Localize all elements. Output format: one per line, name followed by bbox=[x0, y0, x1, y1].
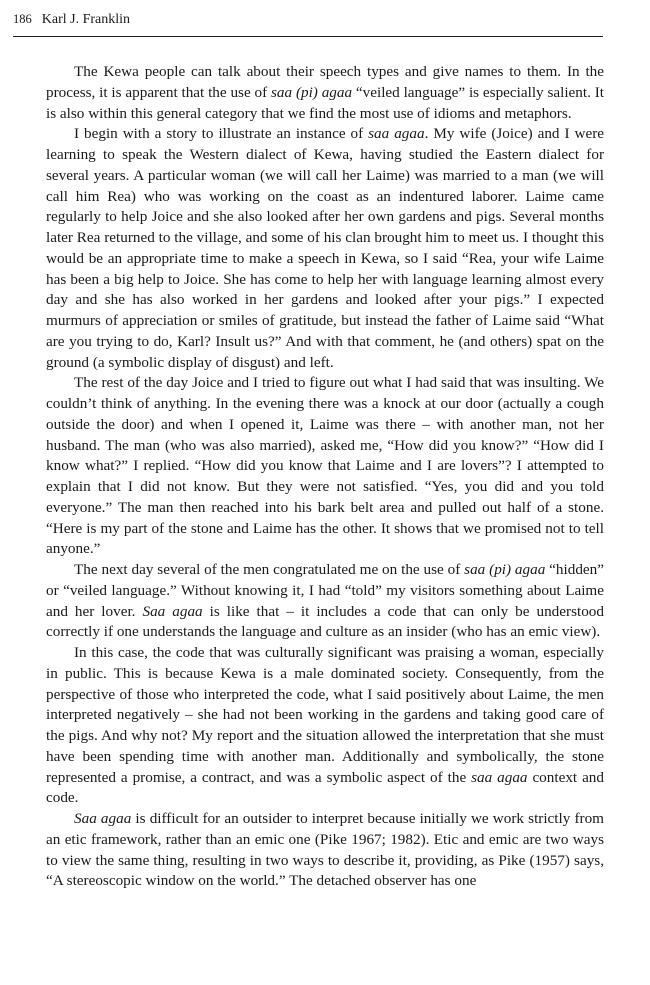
italic-term: saa (pi) agaa bbox=[271, 83, 353, 101]
running-head-author: Karl J. Franklin bbox=[41, 12, 131, 27]
paragraph bbox=[46, 643, 604, 809]
italic-term: saa agaa bbox=[471, 768, 528, 786]
page-number: 186 bbox=[13, 12, 32, 26]
paragraph bbox=[46, 124, 604, 373]
paragraph bbox=[46, 62, 604, 124]
running-header bbox=[13, 10, 603, 37]
italic-term: Saa agaa bbox=[74, 810, 132, 827]
italic-term: saa agaa bbox=[368, 125, 425, 143]
text-run: The Kewa people can talk about their speech types and give names to them. In the process, it is apparent that the use of bbox=[46, 63, 604, 101]
paragraph bbox=[46, 560, 604, 643]
text-run: is difficult for an outsider to interpret because initially we work strictly from an etic framework, rather than an emic one (Pike 1967; 1982). Etic and emic are two ways to view the same thing, resulting in two ways to describe it, providing, as Pike (1957) says, “A stereoscopic window on the world.” The detached observer has one bbox=[46, 810, 604, 890]
paragraph bbox=[46, 809, 604, 892]
text-run: . My wife (Joice) and I were learning to speak the Western dialect of Kewa, having studied the Eastern dialect for several years. A particular woman (we will call her Laime) was married to a man (we will call him Rea) who was working on the coast as an indentured laborer. Laime came regularly to help Joice and she also looked after her own gardens and pigs. Several months later Rea returned to the village, and some of his clan brought him to meet us. I thought this would be an appropriate time to make a speech in Kewa, so I said “Rea, your wife Laime has been a big help to Joice. She has come to help her with language learning almost every day and she has also worked in her gardens and looked after your pigs.” I expected murmurs of appreciation or smiles of gratitude, but instead the father of Laime said “What are you trying to do, Karl? Insult us?” And with that comment, he (and others) spat on the ground (a symbolic display of disgust) and left. bbox=[46, 125, 604, 371]
italic-term: Saa agaa bbox=[142, 602, 203, 620]
text-run: The next day several of the men congratulated me on the use of bbox=[74, 561, 465, 578]
body-text bbox=[46, 62, 604, 892]
text-run: “hidden” or “veiled language.” Without knowing it, I had “told” my visitors something about Laime and her lover. bbox=[46, 561, 604, 620]
paragraph bbox=[46, 373, 604, 560]
text-run: The rest of the day Joice and I tried to figure out what I had said that was insulting. We couldn’t think of anything. In the evening there was a knock at our door (actually a cough outside the door) and when I opened it, Laime was there – with another man, not her husband. The man (who was also married), asked me, “How did you know?” “How did I know what?” I replied. “How did you know that Laime and I are lovers”? I attempted to explain that I did not know. But they were not satisfied. “Yes, you did and you told everyone.” The man then reached into his bark belt area and pulled out half of a stone. “Here is my part of the stone and Laime has the other. It shows that we promised not to tell anyone.” bbox=[46, 374, 604, 558]
text-run: In this case, the code that was culturally significant was praising a woman, especially in public. This is because Kewa is a male dominated society. Consequently, from the perspective of those who interpreted the code, what I said positively about Laime, the men interpreted negatively – she had not been working in the gardens and taking good care of the pigs. And why not? My report and the situation allowed the interpretation that she must have been spending time with another man. Additionally and symbolically, the stone represented a promise, a contract, and was a symbolic aspect of the bbox=[46, 644, 604, 786]
text-run: context and code. bbox=[46, 768, 604, 807]
text-run: I begin with a story to illustrate an instance of bbox=[74, 125, 369, 143]
italic-term: saa (pi) agaa bbox=[464, 561, 546, 578]
text-run: “veiled language” is especially salient. It is also within this general category that we find the most use of idioms and metaphors. bbox=[46, 83, 605, 122]
text-run: is like that – it includes a code that can only be understood correctly if one understands the language and culture as an insider (who has an emic view). bbox=[46, 602, 604, 641]
